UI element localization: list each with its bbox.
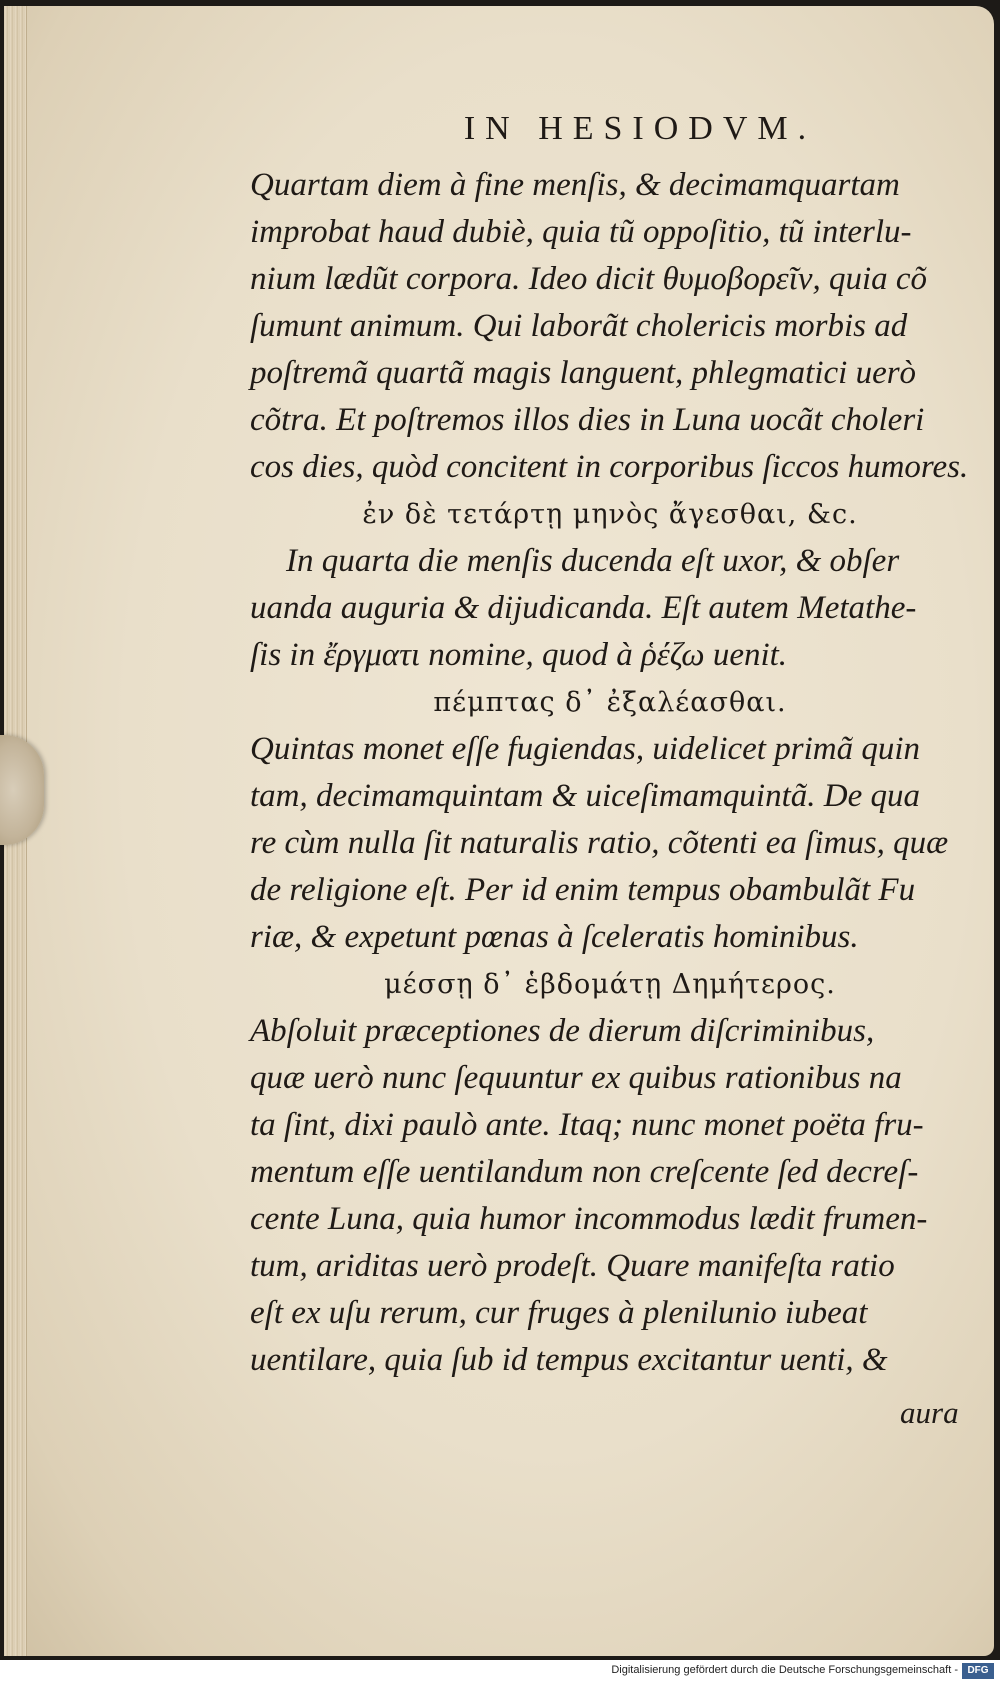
- text-line: re cùm nulla ſit naturalis ratio, cõtenti ea ſimus, quæ: [250, 825, 949, 861]
- text-line: poſtremã quartã magis languent, phlegmatici uerò: [250, 355, 917, 391]
- text-line: quæ uerò nunc ſequuntur ex quibus rationibus na: [250, 1060, 902, 1096]
- footer-bar: [0, 1660, 1000, 1683]
- text-line: uentilare, quia ſub id tempus excitantur uenti, &: [250, 1342, 888, 1378]
- text-line: cente Luna, quia humor incommodus lædit frumen-: [250, 1201, 928, 1237]
- text-line: Quartam diem à fine menſis, & decimamquartam: [250, 167, 900, 203]
- text-line: In quarta die menſis ducenda eſt uxor, & obſer: [286, 543, 900, 579]
- greek-verse-line: πέμπτας δ᾽ ἐξαλέασθαι.: [433, 687, 787, 718]
- text-line: cos dies, quòd concitent in corporibus ſiccos humores.: [250, 449, 969, 485]
- text-line: nium lædũt corpora. Ideo dicit θυμοβορεῖν, quia cõ: [250, 261, 928, 297]
- text-line: riæ, & expetunt pœnas à ſceleratis hominibus.: [250, 919, 859, 955]
- greek-verse-line: μέσσῃ δ᾽ ἑβδομάτῃ Δημήτερος.: [384, 969, 836, 1000]
- text-block: [250, 110, 970, 1384]
- text-line: eſt ex uſu rerum, cur fruges à plenilunio iubeat: [250, 1295, 868, 1331]
- text-line: ſis in ἔργματι nomine, quod à ῥέζω uenit.: [250, 637, 788, 673]
- text-line: ſumunt animum. Qui laborãt cholericis morbis ad: [250, 308, 908, 344]
- text-line: Quintas monet eſſe fugiendas, uidelicet primã quin: [250, 731, 920, 767]
- text-line: Abſoluit præceptiones de dierum diſcriminibus,: [250, 1013, 875, 1049]
- greek-verse-line: ἐν δὲ τετάρτῃ μηνὸς ἄγεσθαι, &c.: [362, 499, 858, 530]
- catchword: aura: [900, 1395, 959, 1430]
- text-line: ta ſint, dixi paulò ante. Itaq; nunc monet poëta fru-: [250, 1107, 924, 1143]
- text-line: de religione eſt. Per id enim tempus obambulãt Fu: [250, 872, 916, 908]
- text-line: tam, decimamquintam & uiceſimamquintã. De qua: [250, 778, 920, 814]
- running-heading: IN HESIODVM.: [463, 110, 817, 147]
- dfg-logo: DFG: [962, 1663, 994, 1679]
- footer-credit: Digitalisierung gefördert durch die Deutsche Forschungsgemeinschaft -: [611, 1664, 958, 1676]
- text-line: cõtra. Et poſtremos illos dies in Luna uocãt choleri: [250, 402, 925, 438]
- text-line: improbat haud dubiè, quia tũ oppoſitio, tũ interlu-: [250, 214, 912, 250]
- text-lines: [250, 162, 970, 1384]
- text-line: uanda auguria & dijudicanda. Eſt autem Metathe-: [250, 590, 917, 626]
- text-line: mentum eſſe uentilandum non creſcente ſed decreſ-: [250, 1154, 919, 1190]
- text-line: tum, ariditas uerò prodeſt. Quare manifeſta ratio: [250, 1248, 895, 1284]
